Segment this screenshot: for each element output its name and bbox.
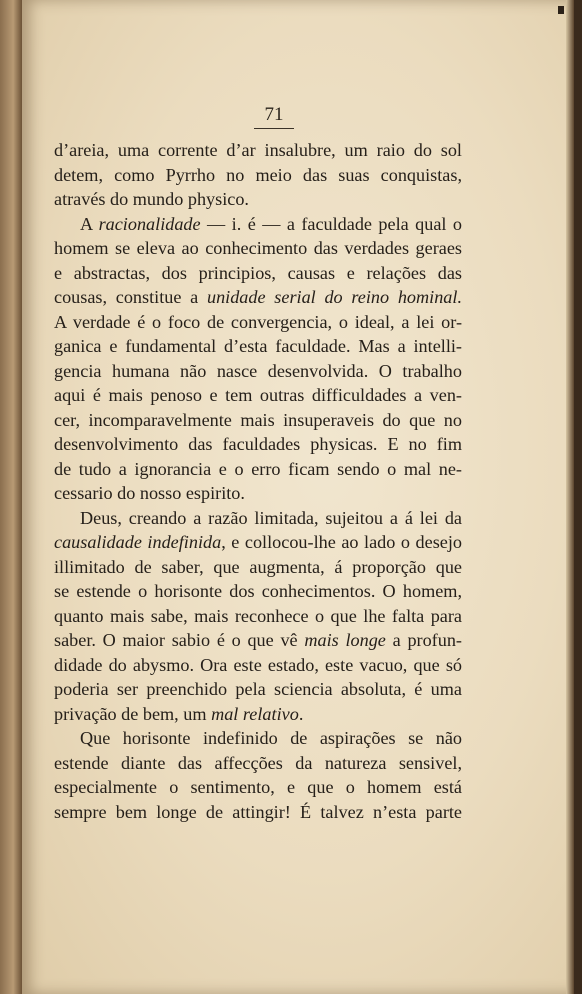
text-run: desenvolvimento das faculdades physicas. E no fim — [54, 434, 462, 454]
text-run: illimitado de saber, que augmenta, á proporção que — [54, 556, 462, 577]
text-run: através do mundo physico. — [54, 189, 249, 209]
text-line — [54, 555, 462, 580]
text-line — [54, 310, 462, 335]
text-run: sempre bem longe de attingir! É talvez n’esta parte — [54, 801, 462, 822]
text-line — [54, 604, 462, 629]
text-line — [54, 628, 462, 653]
text-line — [54, 653, 462, 678]
page-number-rule — [254, 128, 294, 129]
text-line — [54, 530, 462, 555]
text-run: gencia humana não nasce desenvolvida. O trabalho — [54, 360, 462, 381]
text-line — [54, 408, 462, 433]
italic-phrase: racionalidade — [98, 213, 201, 234]
text-line — [54, 677, 462, 702]
text-run: aqui é mais penoso e tem outras difficuldades a ven- — [54, 385, 462, 405]
text-run: cer, incomparavelmente mais insuperaveis do que no — [54, 409, 462, 430]
text-line — [54, 359, 462, 384]
text-run: saber. O maior sabio é o que vê — [54, 630, 305, 650]
text-run: A verdade é o foco de convergencia, o ideal, a lei or- — [54, 311, 462, 332]
text-run: e abstractas, dos principios, causas e relações das — [54, 262, 462, 283]
text-run: se estende o horisonte dos conhecimentos. O homem, — [54, 581, 462, 601]
text-run: privação de bem, um — [54, 703, 212, 724]
italic-phrase: causalidade indefinida — [54, 532, 222, 552]
text-line — [54, 506, 462, 531]
text-line — [54, 334, 462, 359]
italic-phrase: mal relativo — [211, 703, 299, 724]
adjacent-page-edge — [0, 0, 22, 994]
text-run: quanto mais sabe, mais reconhece o que lhe falta para — [54, 605, 462, 626]
page-gutter-shadow — [566, 0, 574, 994]
text-run: detem, como Pyrrho no meio das suas conquistas, — [54, 164, 462, 185]
text-line — [54, 800, 462, 825]
text-run: , e collocou-lhe ao lado o desejo — [221, 532, 462, 552]
text-run: poderia ser preenchido pela sciencia absoluta, é uma — [54, 679, 462, 699]
text-line — [54, 702, 462, 727]
book-page — [22, 0, 574, 994]
text-run: A — [80, 213, 99, 234]
text-line — [54, 163, 462, 188]
text-line — [54, 212, 462, 237]
text-run: cessario do nosso espirito. — [54, 483, 245, 503]
italic-phrase: unidade serial do reino hominal. — [206, 287, 462, 307]
text-line — [54, 579, 462, 604]
text-run: homem se eleva ao conhecimento das verdades geraes — [54, 238, 462, 258]
text-line — [54, 138, 462, 163]
text-run: didade do abysmo. Ora este estado, este vacuo, que só — [54, 654, 462, 675]
page-number: 71 — [264, 104, 284, 125]
text-run: . — [298, 703, 304, 724]
text-line — [54, 236, 462, 261]
text-line — [54, 751, 462, 776]
text-run: Que horisonte indefinido de aspirações se não — [80, 728, 462, 748]
text-run: cousas, constitue a — [54, 287, 207, 307]
text-line — [54, 481, 462, 506]
text-line — [54, 261, 462, 286]
text-run: a profun- — [385, 630, 462, 650]
body-text — [54, 138, 462, 824]
text-run: especialmente o sentimento, e que o homem está — [54, 777, 462, 797]
text-run: d’areia, uma corrente d’ar insalubre, um raio do sol — [54, 140, 462, 160]
text-line — [54, 775, 462, 800]
text-line — [54, 457, 462, 482]
italic-phrase: mais longe — [304, 630, 386, 650]
text-line — [54, 285, 462, 310]
corner-mark — [558, 6, 564, 14]
text-run: estende diante das affecções da natureza sensivel, — [54, 752, 462, 773]
text-line — [54, 432, 462, 457]
text-line — [54, 726, 462, 751]
text-run: Deus, creando a razão limitada, sujeitou a á lei da — [80, 507, 462, 528]
text-run: — i. é — a faculdade pela qual o — [200, 213, 462, 234]
text-line — [54, 383, 462, 408]
text-line — [54, 187, 462, 212]
text-run: ganica e fundamental d’esta faculdade. Mas a intelli- — [54, 336, 462, 356]
text-run: de tudo a ignorancia e o erro ficam sendo o mal ne- — [54, 458, 462, 479]
